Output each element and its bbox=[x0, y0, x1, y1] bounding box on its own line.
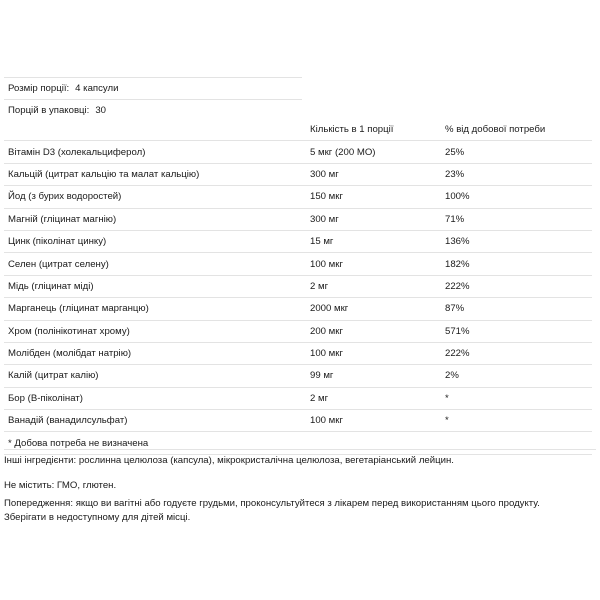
nutrient-name: Калій (цитрат калію) bbox=[4, 365, 306, 387]
nutrient-amount: 150 мкг bbox=[306, 186, 441, 208]
nutrient-amount: 2 мг bbox=[306, 275, 441, 297]
nutrient-name: Вітамін D3 (холекальциферол) bbox=[4, 141, 306, 163]
nutrient-amount: 100 мкг bbox=[306, 410, 441, 432]
servings-per-pack-value: 30 bbox=[95, 105, 107, 116]
table-row bbox=[4, 275, 592, 297]
serving-size-label: Розмір порції: bbox=[8, 83, 70, 94]
warning bbox=[4, 493, 596, 525]
table-row bbox=[4, 387, 592, 409]
nutrient-name: Молібден (молібдат натрію) bbox=[4, 342, 306, 364]
table-row bbox=[4, 320, 592, 342]
nutrient-amount: 300 мг bbox=[306, 163, 441, 185]
other-ingredients: Інші інгредієнти: рослинна целюлоза (капсула), мікрокристалічна целюлоза, вегетаріанський лейцин. bbox=[4, 449, 596, 468]
nutrient-amount: 99 мг bbox=[306, 365, 441, 387]
nutrient-amount: 2 мг bbox=[306, 387, 441, 409]
nutrient-name: Йод (з бурих водоростей) bbox=[4, 186, 306, 208]
nutrient-name: Ванадій (ванадилсульфат) bbox=[4, 410, 306, 432]
nutrient-daily-value: * bbox=[441, 410, 592, 432]
nutrient-amount: 300 мг bbox=[306, 208, 441, 230]
nutrient-amount: 2000 мкг bbox=[306, 298, 441, 320]
table-row bbox=[4, 208, 592, 230]
table-row bbox=[4, 342, 592, 364]
nutrient-daily-value: 136% bbox=[441, 230, 592, 252]
header-daily-value: % від добової потреби bbox=[445, 124, 546, 136]
nutrient-name: Бор (B-піколінат) bbox=[4, 387, 306, 409]
nutrient-name: Цинк (піколінат цинку) bbox=[4, 230, 306, 252]
nutrient-name: Мідь (гліцинат міді) bbox=[4, 275, 306, 297]
header-nutrient bbox=[4, 119, 306, 141]
table-header-row bbox=[4, 119, 592, 141]
table-row bbox=[4, 410, 592, 432]
table-row bbox=[4, 163, 592, 185]
nutrient-amount: 5 мкг (200 МО) bbox=[306, 141, 441, 163]
table-row bbox=[4, 298, 592, 320]
nutrient-amount: 200 мкг bbox=[306, 320, 441, 342]
nutrient-daily-value: 222% bbox=[441, 275, 592, 297]
nutrient-amount: 15 мг bbox=[306, 230, 441, 252]
nutrient-daily-value: * bbox=[441, 387, 592, 409]
nutrient-name: Хром (полінікотинат хрому) bbox=[4, 320, 306, 342]
footnote: * Добова потреба не визначена bbox=[4, 432, 306, 454]
free-from: Не містить: ГМО, глютен. bbox=[4, 480, 117, 491]
warning-line-2: Зберігати в недоступному для дітей місці. bbox=[4, 512, 191, 523]
nutrient-daily-value: 2% bbox=[441, 365, 592, 387]
table-row bbox=[4, 141, 592, 163]
nutrient-name: Марганець (гліцинат марганцю) bbox=[4, 298, 306, 320]
table-row bbox=[4, 230, 592, 252]
serving-size-row bbox=[4, 77, 302, 99]
nutrient-name: Магній (гліцинат магнію) bbox=[4, 208, 306, 230]
nutrient-daily-value: 100% bbox=[441, 186, 592, 208]
nutrient-daily-value: 87% bbox=[441, 298, 592, 320]
serving-size-value: 4 капсули bbox=[75, 83, 119, 94]
header-amount: Кількість в 1 порції bbox=[310, 124, 394, 136]
warning-line-1: Попередження: якщо ви вагітні або годуєте грудьми, проконсультуйтеся з лікарем перед використанням цього продукту. bbox=[4, 498, 540, 509]
nutrient-daily-value: 182% bbox=[441, 253, 592, 275]
table-row bbox=[4, 186, 592, 208]
nutrient-amount: 100 мкг bbox=[306, 253, 441, 275]
servings-per-pack-row bbox=[4, 99, 302, 121]
nutrition-table bbox=[4, 119, 592, 455]
nutrient-daily-value: 71% bbox=[441, 208, 592, 230]
table-row bbox=[4, 365, 592, 387]
nutrient-name: Селен (цитрат селену) bbox=[4, 253, 306, 275]
nutrient-daily-value: 571% bbox=[441, 320, 592, 342]
servings-per-pack-label: Порцій в упаковці: bbox=[8, 105, 90, 116]
nutrient-daily-value: 23% bbox=[441, 163, 592, 185]
serving-info bbox=[4, 77, 302, 121]
nutrient-daily-value: 25% bbox=[441, 141, 592, 163]
nutrient-daily-value: 222% bbox=[441, 342, 592, 364]
nutrient-amount: 100 мкг bbox=[306, 342, 441, 364]
nutrient-name: Кальцій (цитрат кальцію та малат кальцію) bbox=[4, 163, 306, 185]
table-row bbox=[4, 253, 592, 275]
